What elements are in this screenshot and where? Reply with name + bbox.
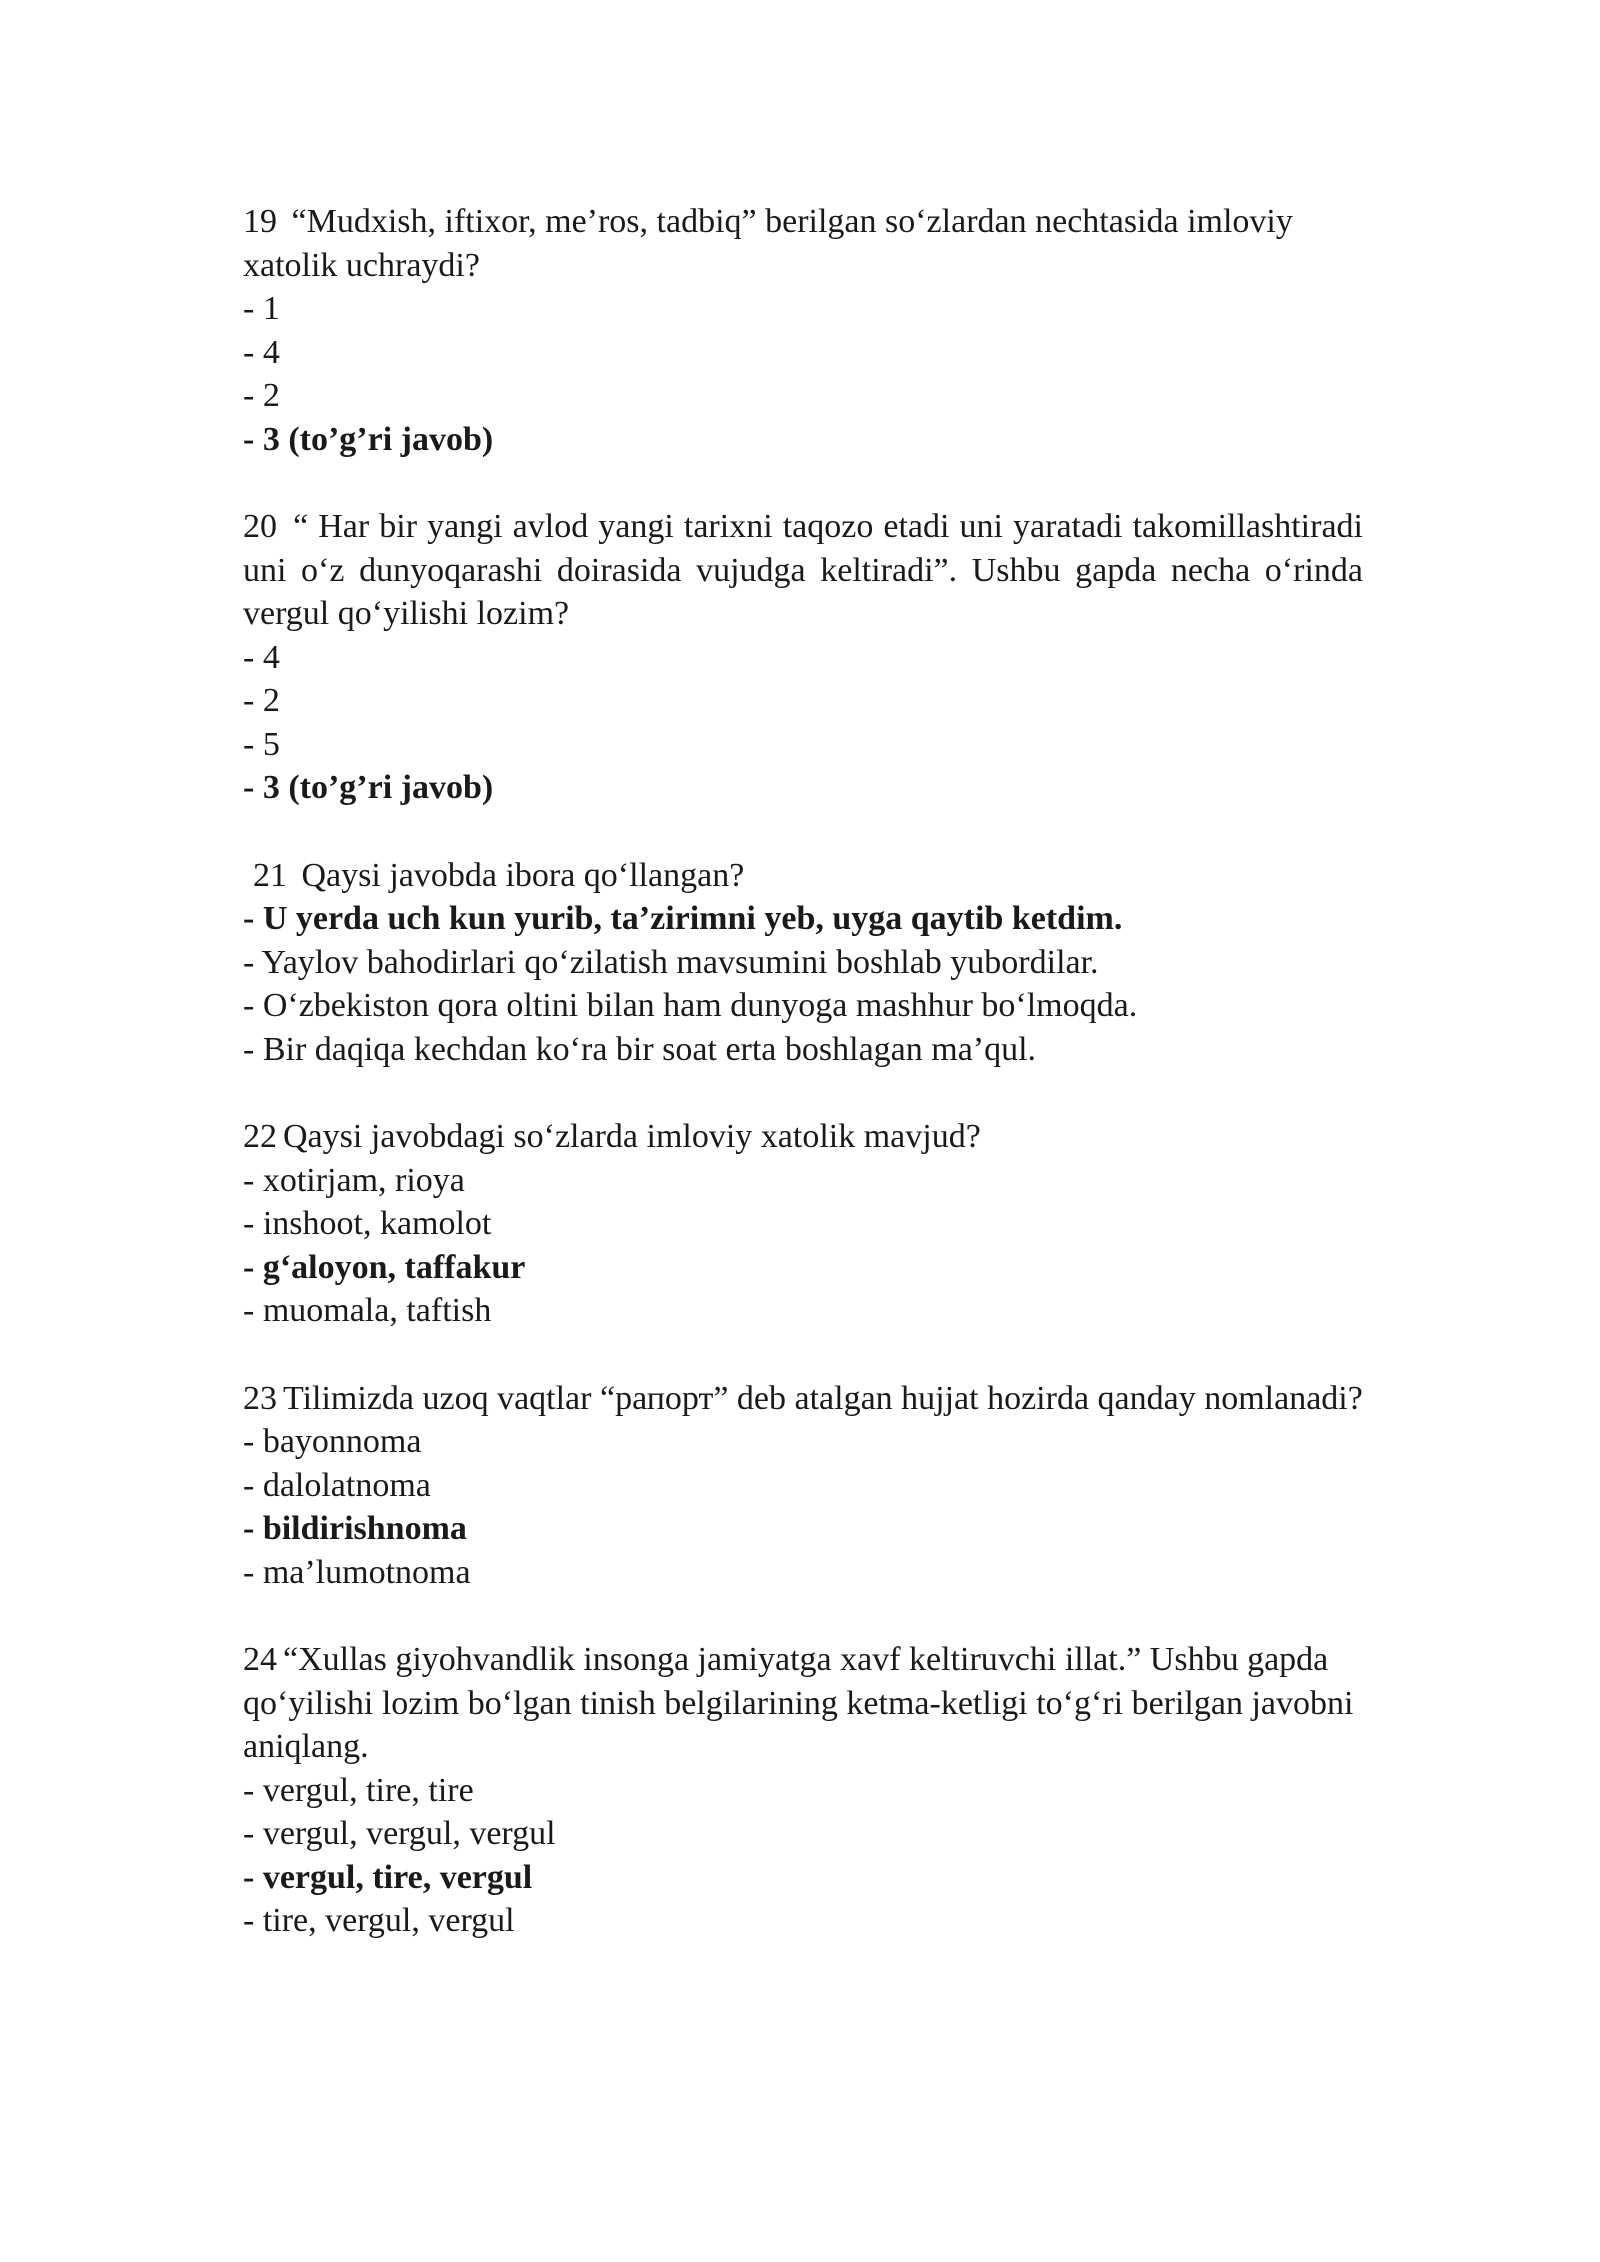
question-23	[243, 1377, 1363, 1595]
question-19	[243, 200, 1363, 461]
answer-option: - inshoot, kamolot	[243, 1205, 492, 1242]
correct-answer-option: - 3 (to’g’ri javob)	[243, 769, 494, 806]
question-body: “ Har bir yangi avlod yangi tarixni taqozo etadi uni yaratadi takomillashtiradi uni o‘z dunyoqarashi doirasida vujudga keltiradi”. Ushbu gapda necha o‘rinda vergul qo‘yilishi lozim?	[243, 508, 1363, 632]
answer-option: - 2	[243, 682, 280, 719]
document-page	[243, 200, 1363, 1987]
answer-option: - xotirjam, rioya	[243, 1161, 465, 1199]
question-number: 23	[243, 1379, 277, 1417]
question-number: 19	[243, 203, 277, 240]
answer-option: - 4	[243, 638, 280, 676]
answer-option: - Bir daqiqa kechdan ko‘ra bir soat erta boshlagan ma’qul.	[243, 1030, 1037, 1068]
answer-options	[243, 1159, 1363, 1333]
question-body: “Xullas giyohvandlik insonga jamiyatga xavf keltiruvchi illat.” Ushbu gapda qo‘yilishi lozim bo‘lgan tinish belgilarining ketma-ketligi to‘g‘ri berilgan javobni aniqlang.	[243, 1641, 1354, 1765]
answer-option: - bayonnoma	[243, 1423, 422, 1460]
question-text	[243, 854, 1363, 898]
correct-answer-option: - 3 (to’g’ri javob)	[243, 420, 494, 458]
correct-answer-option: - g‘aloyon, taffakur	[243, 1248, 526, 1286]
answer-option: - dalolatnoma	[243, 1466, 431, 1504]
answer-option: - 1	[243, 290, 280, 327]
question-text	[243, 505, 1363, 636]
answer-option: - O‘zbekiston qora oltini bilan ham dunyoga mashhur bo‘lmoqda.	[243, 987, 1138, 1024]
answer-options	[243, 1769, 1363, 1943]
question-body: Tilimizda uzoq vaqtlar “рапорт” deb atalgan hujjat hozirda qanday nomlanadi?	[283, 1379, 1363, 1417]
answer-option: - vergul, tire, tire	[243, 1771, 474, 1809]
correct-answer-option: - bildirishnoma	[243, 1510, 467, 1547]
question-body: “Mudxish, iftixor, me’ros, tadbiq” berilgan so‘zlardan nechtasida imloviy xatolik uchraydi?	[243, 203, 1293, 284]
question-20	[243, 505, 1363, 810]
correct-answer-option: - vergul, tire, vergul	[243, 1858, 533, 1896]
answer-option: - 2	[243, 377, 280, 414]
answer-option: - ma’lumotnoma	[243, 1553, 471, 1591]
question-number: 22	[243, 1118, 277, 1155]
question-number: 21	[253, 856, 287, 894]
answer-options	[243, 636, 1363, 810]
answer-option: - 5	[243, 725, 280, 763]
answer-options	[243, 287, 1363, 461]
answer-options	[243, 897, 1363, 1071]
question-text	[243, 1638, 1363, 1769]
question-number: 24	[243, 1641, 277, 1678]
question-21	[243, 854, 1363, 1072]
answer-option: - tire, vergul, vergul	[243, 1902, 515, 1939]
question-22	[243, 1115, 1363, 1333]
question-text	[243, 200, 1363, 287]
question-body: Qaysi javobda ibora qo‘llangan?	[293, 856, 745, 894]
answer-options	[243, 1420, 1363, 1594]
answer-option: - Yaylov bahodirlari qo‘zilatish mavsumini boshlab yubordilar.	[243, 943, 1099, 981]
correct-answer-option: - U yerda uch kun yurib, ta’zirimni yeb, uyga qaytib ketdim.	[243, 900, 1123, 937]
answer-option: - 4	[243, 333, 280, 371]
question-text	[243, 1115, 1363, 1159]
question-body: Qaysi javobdagi so‘zlarda imloviy xatolik mavjud?	[283, 1118, 981, 1155]
question-number: 20	[243, 508, 277, 545]
answer-option: - muomala, taftish	[243, 1292, 492, 1329]
answer-option: - vergul, vergul, vergul	[243, 1815, 556, 1852]
question-text	[243, 1377, 1363, 1421]
question-24	[243, 1638, 1363, 1943]
